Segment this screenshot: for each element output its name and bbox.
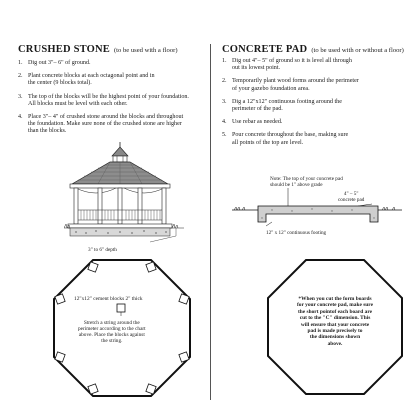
crushed-stone-steps — [18, 60, 208, 142]
step-text: Temporarily plant wood forms around the perimeter of your gazebo foundation area. — [232, 78, 359, 92]
concrete-pad-step — [222, 132, 408, 146]
step-text: Place 3"– 4" of crushed stone around the blocks and throughout the foundation. Make sure none of the crushed stone are higher than the blocks. — [28, 114, 184, 135]
crushed-stone-subtitle: (to be used with a floor) — [113, 47, 178, 54]
crushed-stone-step — [18, 60, 208, 67]
step-number: 1. — [18, 60, 23, 66]
step-text: Dig out 4"– 5" of ground so it is level all through out its lowest point. — [232, 58, 352, 72]
pad-thickness-label: 4" – 5" concrete pad — [338, 191, 365, 203]
crushed-stone-step — [18, 73, 208, 87]
concrete-pad-step — [222, 78, 408, 92]
step-text: Pour concrete throughout the base, making sure all points of the top are level. — [232, 132, 349, 146]
concrete-pad-step — [222, 119, 408, 126]
gazebo-illustration — [64, 140, 184, 248]
step-number: 1. — [222, 58, 227, 64]
step-number: 3. — [18, 93, 23, 100]
step-text: Dig out 3"– 6" of ground. — [28, 60, 91, 66]
step-text: Use rebar as needed. — [232, 119, 283, 126]
step-number: 2. — [222, 78, 227, 85]
concrete-pad-steps — [222, 58, 408, 153]
step-text: Plant concrete blocks at each octagonal point and in the center (9 blocks total). — [28, 73, 155, 87]
crushed-stone-step — [18, 94, 208, 108]
step-text: Dig a 12"x12" continuous footing around the perimeter of the pad. — [232, 98, 342, 113]
step-number: 3. — [222, 98, 227, 105]
grade-note: Note: The top of your concrete pad should be 1" above grade — [270, 176, 343, 188]
footing-label: 12" x 12" continuous footing — [266, 230, 327, 236]
depth-label: 3" to 6" depth — [88, 247, 117, 253]
pad-cross-section — [232, 184, 402, 234]
form-board-note: *When you cut the form boards for your concrete pad, make sure the short pointof each board are cut to the "C" dimension. This will ensure that your concrete pad is made precisely to the dimensions shown above. — [297, 296, 373, 347]
step-number: 4. — [18, 114, 23, 121]
crushed-stone-heading — [18, 42, 178, 57]
concrete-pad-title: CONCRETE PAD — [222, 44, 308, 55]
string-note: Stretch a string around the perimeter according to the chart above. Place the blocks against the string. — [78, 320, 146, 344]
concrete-pad-subtitle: (to be used with or without a floor) — [311, 47, 404, 54]
step-text: The top of the blocks will be the highest point of your foundation. All blocks must be level with each other. — [28, 93, 189, 107]
step-number: 4. — [222, 119, 227, 126]
concrete-pad-step — [222, 58, 408, 72]
step-number: 2. — [18, 73, 23, 80]
crushed-stone-step — [18, 114, 208, 136]
concrete-pad-step — [222, 99, 408, 113]
column-divider — [210, 44, 211, 400]
block-size-label: 12"x12" cement blocks 2" thick — [74, 296, 143, 302]
concrete-pad-heading — [222, 42, 404, 57]
crushed-stone-title: CRUSHED STONE — [18, 44, 110, 55]
step-number: 5. — [222, 132, 227, 139]
